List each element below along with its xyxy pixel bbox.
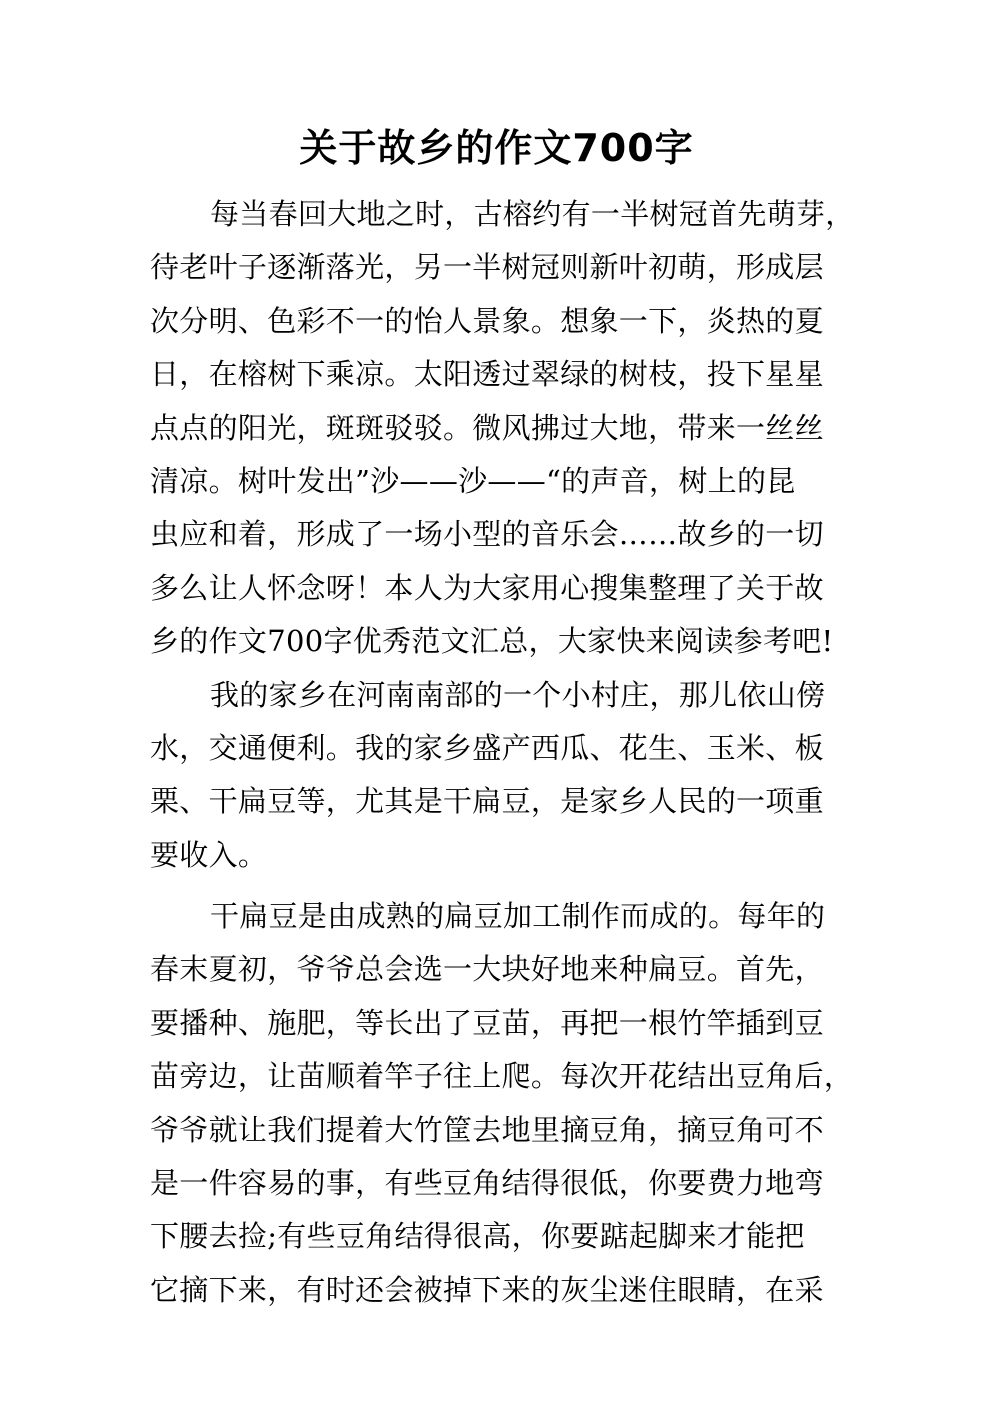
paragraph-2 bbox=[150, 669, 850, 883]
paragraph-line: 春末夏初，爷爷总会选一大块好地来种扁豆。首先， bbox=[150, 952, 824, 987]
paragraph-line: 乡的作文700字优秀范文汇总，大家快来阅读参考吧! bbox=[150, 624, 834, 659]
paragraph-line: 栗、干扁豆等，尤其是干扁豆，是家乡人民的一项重 bbox=[150, 784, 824, 819]
paragraph-line: 要收入。 bbox=[150, 837, 268, 872]
paragraph-line: 是一件容易的事，有些豆角结得很低，你要费力地弯 bbox=[150, 1166, 824, 1201]
paragraph-1 bbox=[150, 188, 855, 669]
paragraph-line: 清凉。树叶发出”沙——沙——“的声音，树上的昆 bbox=[150, 463, 796, 498]
paragraph-spacer bbox=[150, 882, 850, 890]
document-title: 关于故乡的作文700字 bbox=[299, 126, 694, 170]
paragraph-line: 待老叶子逐渐落光，另一半树冠则新叶初萌，形成层 bbox=[150, 250, 824, 285]
paragraph-line: 苗旁边，让苗顺着竿子往上爬。每次开花结出豆角后， bbox=[150, 1059, 854, 1094]
paragraph-line: 我的家乡在河南南部的一个小村庄，那儿依山傍 bbox=[210, 677, 826, 712]
paragraph-line: 它摘下来，有时还会被掉下来的灰尘迷住眼睛，在采 bbox=[150, 1272, 824, 1307]
paragraph-line: 干扁豆是由成熟的扁豆加工制作而成的。每年的 bbox=[210, 899, 826, 934]
paragraph-line: 每当春回大地之时，古榕约有一半树冠首先萌芽， bbox=[210, 197, 855, 231]
paragraph-line: 日，在榕树下乘凉。太阳透过翠绿的树枝，投下星星 bbox=[150, 357, 824, 392]
paragraph-line: 下腰去捡;有些豆角结得很高，你要踮起脚来才能把 bbox=[150, 1219, 805, 1254]
paragraph-line: 水，交通便利。我的家乡盛产西瓜、花生、玉米、板 bbox=[150, 730, 824, 765]
document-body bbox=[150, 188, 855, 1317]
paragraph-line: 次分明、色彩不一的怡人景象。想象一下，炎热的夏 bbox=[150, 303, 824, 338]
paragraph-line: 要播种、施肥，等长出了豆苗，再把一根竹竿插到豆 bbox=[150, 1005, 824, 1040]
paragraph-line: 多么让人怀念呀！本人为大家用心搜集整理了关于故 bbox=[150, 570, 824, 605]
paragraph-line: 虫应和着，形成了一场小型的音乐会……故乡的一切 bbox=[150, 517, 824, 552]
paragraph-line: 爷爷就让我们提着大竹筐去地里摘豆角，摘豆角可不 bbox=[150, 1112, 824, 1147]
paragraph-line: 点点的阳光，斑斑驳驳。微风拂过大地，带来一丝丝 bbox=[150, 410, 824, 445]
paragraph-3 bbox=[150, 890, 854, 1317]
